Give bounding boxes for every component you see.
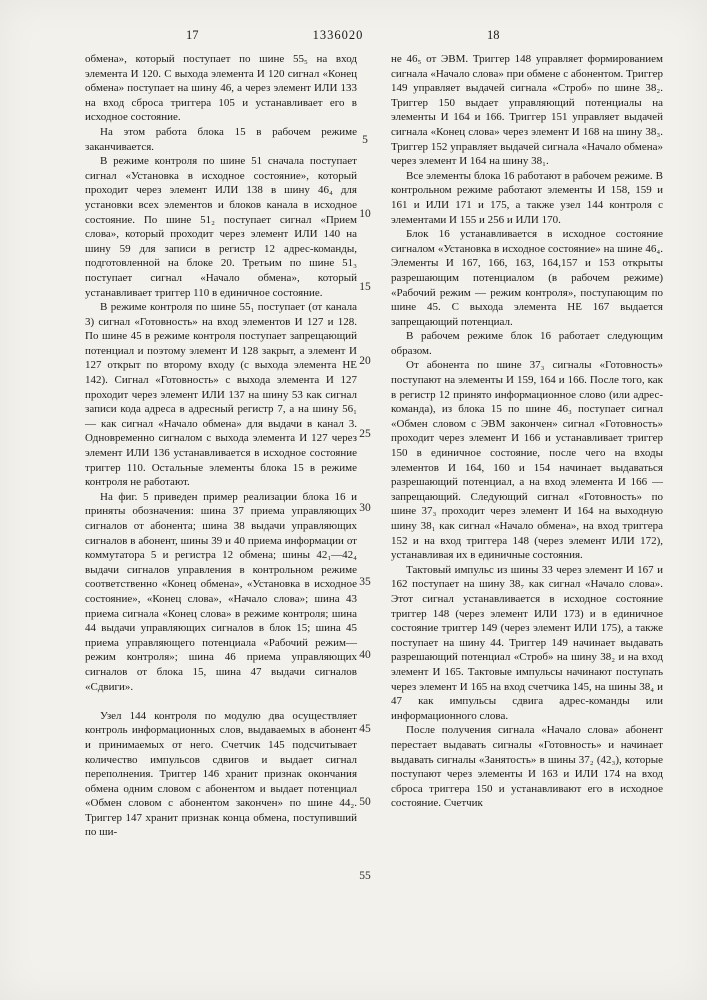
page-number-right: 18 — [487, 28, 500, 42]
paragraph: Все элементы блока 16 работают в рабочем режиме. В контрольном режиме работают элементы И 158, 159 и 161 и ИЛИ 171 и 175, а также узел 144 контроля с элементами И 155 и 256 и ИЛИ 170. — [391, 169, 663, 226]
line-number: 30 — [359, 501, 371, 514]
line-number: 50 — [359, 796, 371, 809]
line-number: 20 — [359, 354, 371, 367]
paragraph: На этом работа блока 15 в рабочем режиме заканчивается. — [85, 125, 357, 153]
paragraph: После получения сигнала «Начало слова» абонент перестает выдавать сигналы «Готовность» и начинает выдавать сигналы «Занятость» в шины 37₂ (42₃), которые поступают через элементы И 163 и ИЛИ 174 на вход сброса триггера 150 и устанавливают его в исходное состояние. Счетчик — [391, 724, 663, 810]
line-number: 25 — [359, 428, 371, 441]
paragraph: На фиг. 5 приведен пример реализации блока 16 и приняты обозначения: шина 37 приема управляющих сигналов от абонента; шина 38 выдачи управляющих сигналов в абонент, шины 39 и 40 приема информации от коммутатора 5 и регистра 12 обмена; шины 42₁—42₄ выдачи сигналов управления в контрольном режиме соответственно «Конец обмена», «Установка в исходное состояние», «Конец слова», «Начало слова»; шина 43 приема сигнала «Конец слова» в режиме контроля; шина 44 выдачи управляющих сигналов в блок 15; шина 45 приема управляющего потенциала «Рабочий режим—режим контроля»; шина 46 приема управляющих сигналов от блока 15, шина 47 выдачи сигналов «Сдвиги». — [85, 490, 357, 693]
paragraph: В режиме контроля по шине 55₁ поступает (от канала 3) сигнал «Готовность» на вход элементов И 127 и 128. По шине 45 в режиме контроля поступает запрещающий потенциал и поэтому элемент И 128 закрыт, а элемент И 127 открыт по второму входу (с выхода элемента НЕ 142). Сигнал «Готовность» с выхода элемента И 127 проходит через элемент ИЛИ 137 на шину 53 как сигнал записи кода адреса в адресный регистр 7, а на шину 56₁ — как сигнал «Начало обмена» для выдачи в канал 3. Одновременно сигналом с выхода элемента И 127 через элемент ИЛИ 136 устанавливается в исходное состояние триггер 110. Остальные элементы блока 15 в режиме контроля не работают. — [85, 301, 357, 489]
paragraph: Тактовый импульс из шины 33 через элемент И 167 и 162 поступает на шину 38₇ как сигнал «Начало слова». Этот сигнал устанавливается в исходное состояние триггер 148 (через элемент ИЛИ 173) и в единичное состояние триггер 149 (через элемент ИЛИ 175), а также поступает на шину 44. Триггер 149 начинает выдавать разрешающий потенциал «Строб» на шину 38₂ и на вход элемент И 165. Тактовые импульсы начинают поступать через элемент И 165 на вход счетчика 145, на шины 38₄ и 47 как импульсы сдвига адрес-команды или информационного слова. — [391, 563, 663, 722]
paragraph: не 46₅ от ЭВМ. Триггер 148 управляет формированием сигнала «Начало слова» при обмене с абонентом. Триггер 149 управляет выдачей сигнала «Строб» по шине 38₂. Триггер 150 выдает управляющий потенциалы на элементы И 164 и 166. Триггер 151 управляет выдачей сигнала «Конец слова» через элемент И 168 на шину 38₃. Триггер 152 управляет выдачей сигнала «Начало обмена» через элемент И 164 на шину 38₁. — [391, 53, 663, 168]
line-number: 15 — [359, 281, 371, 294]
line-number: 55 — [359, 869, 371, 882]
left-column — [85, 52, 357, 840]
line-number: 40 — [359, 649, 371, 662]
right-column — [391, 52, 663, 811]
gutter-line-numbers — [348, 134, 382, 882]
patent-number: 1336020 — [312, 28, 364, 42]
page-header — [0, 28, 707, 44]
page-number-left: 17 — [186, 28, 199, 42]
paragraph: Узел 144 контроля по модулю два осуществляет контроль информационных слов, выдаваемых в абонент и принимаемых от него. Счетчик 145 подсчитывает количество импульсов сдвигов и выдает сигнал переполнения. Триггер 146 хранит признак окончания обмена одним словом с абонентом и выдает потенциал «Обмен словом с абонентом закончен» по шине 44₂. Триггер 147 хранит признак конца обмена, поступивший по ши- — [85, 709, 357, 839]
paragraph: обмена», который поступает по шине 55₅ на вход элемента И 120. С выхода элемента И 120 сигнал «Конец обмена» поступает на шину 46, а через элемент ИЛИ 133 на вход сброса триггера 105 и устанавливает его в исходное состояние. — [85, 53, 357, 124]
paragraph: В рабочем режиме блок 16 работает следующим образом. — [391, 330, 663, 357]
line-number: 5 — [362, 134, 368, 146]
paragraph: В режиме контроля по шине 51 сначала поступает сигнал «Установка в исходное состояние», который проходит через элемент ИЛИ 138 в шину 46₄ для установки всех элементов и блоков канала в исходное состояние. По шине 51₂ поступает сигнал «Прием слова», который проходит через элемент ИЛИ 140 на шину 59 для записи в регистр 12 адрес-команды, подготовленной на блоке 20. Третьим по шине 51₃ поступает сигнал «Начало обмена», который устанавливает триггер 110 в единичное состояние. — [85, 155, 357, 299]
line-number: 10 — [359, 207, 371, 220]
line-number: 45 — [359, 722, 371, 735]
line-number: 35 — [359, 575, 371, 588]
paragraph: Блок 16 устанавливается в исходное состояние сигналом «Установка в исходное состояние» на шине 46₄. Элементы И 167, 166, 163, 164,157 и 153 открыты разрешающим потенциалом (в рабочем режиме) «Рабочий режим — режим контроля», поступающим по шине 45. С выхода элемента НЕ 167 выдается запрещающий потенциал. — [391, 228, 663, 328]
paragraph: От абонента по шине 37₃ сигналы «Готовность» поступают на элементы И 159, 164 и 166. После того, как в регистр 12 принято информационное слово (или адрес-команда), из блока 15 по шине 46₃ поступает сигнал «Обмен словом с ЭВМ закончен» сигнал «Готовность» проходит через элемент И 166 и устанавливает триггер 150 в единичное состояние, после чего на входы элементов И 164, 160 и 154 начинает выдаваться разрешающий потенциал, а на вход элемента И 166 — запрещающий. Следующий сигнал «Готовность» по шине 37₃ проходит через элемент И 164 на выходную шину 38₁ как сигнал «Начало обмена», на вход триггера 152 и на вход триггера 148 (через элемент ИЛИ 172), устанавливая их в единичные состояния. — [391, 359, 663, 562]
